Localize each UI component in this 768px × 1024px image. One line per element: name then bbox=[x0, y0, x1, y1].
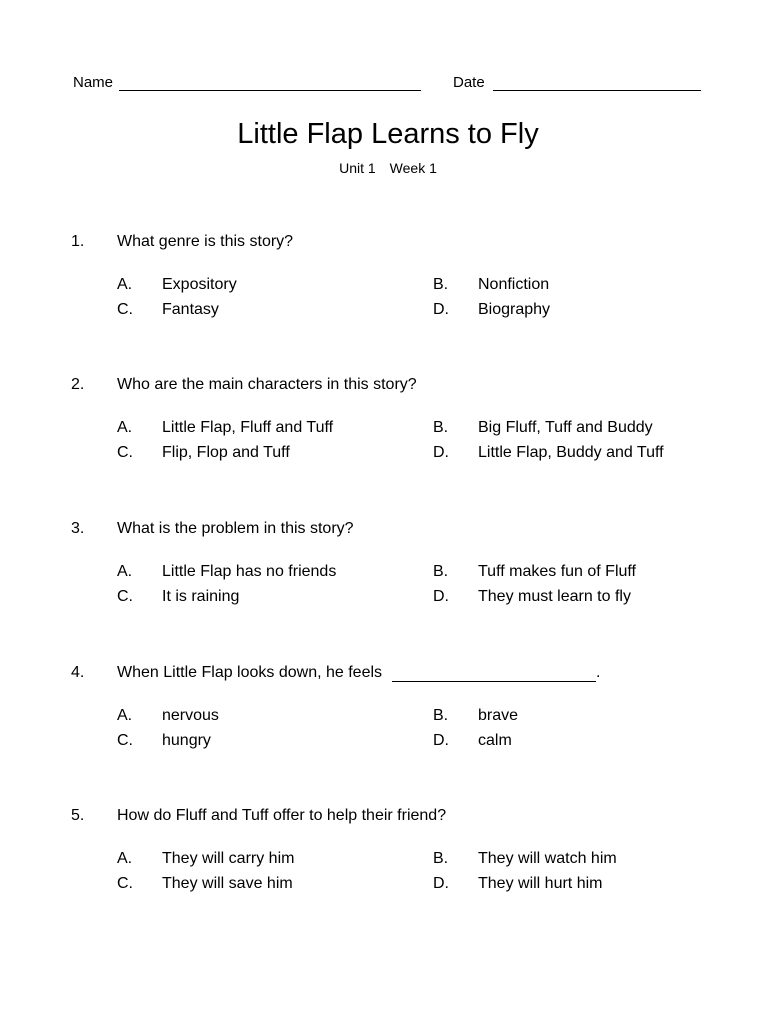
choice-text: Fantasy bbox=[162, 301, 219, 318]
choice-letter: D. bbox=[433, 875, 449, 892]
choice-letter: A. bbox=[117, 276, 133, 293]
choice-text: calm bbox=[478, 732, 512, 749]
choice-letter: D. bbox=[433, 444, 449, 461]
question-number: 2. bbox=[71, 376, 85, 393]
question-number: 5. bbox=[71, 807, 85, 824]
question-text: How do Fluff and Tuff offer to help their friend? bbox=[117, 807, 447, 824]
choice-letter: D. bbox=[433, 732, 449, 749]
choice-letter: C. bbox=[117, 444, 133, 461]
question-4 bbox=[0, 664, 768, 774]
choice-letter: B. bbox=[433, 707, 449, 724]
choice-letter: C. bbox=[117, 732, 133, 749]
choice-letter: B. bbox=[433, 850, 449, 867]
question-text: What genre is this story? bbox=[117, 233, 294, 250]
choice-text: Little Flap, Buddy and Tuff bbox=[478, 444, 664, 461]
unit-week-subtitle bbox=[0, 160, 768, 176]
question-2 bbox=[0, 376, 768, 486]
choice-letter: B. bbox=[433, 563, 449, 580]
choice-text: nervous bbox=[162, 707, 219, 724]
week-label: Week 1 bbox=[389, 160, 437, 176]
question-number: 3. bbox=[71, 520, 85, 537]
question-3 bbox=[0, 520, 768, 630]
question-1 bbox=[0, 233, 768, 343]
choice-text: They will watch him bbox=[478, 850, 617, 867]
choice-letter: A. bbox=[117, 850, 133, 867]
choice-letter: B. bbox=[433, 419, 449, 436]
choice-text: They must learn to fly bbox=[478, 588, 631, 605]
choice-text: Little Flap, Fluff and Tuff bbox=[162, 419, 334, 436]
date-label: Date bbox=[453, 74, 485, 91]
choice-text: brave bbox=[478, 707, 519, 724]
question-number: 1. bbox=[71, 233, 85, 250]
name-field bbox=[73, 74, 421, 91]
choice-letter: D. bbox=[433, 301, 449, 318]
unit-label: Unit 1 bbox=[339, 160, 376, 176]
choice-letter: A. bbox=[117, 563, 133, 580]
answer-blank-line[interactable] bbox=[392, 665, 596, 682]
choice-text: It is raining bbox=[162, 588, 240, 605]
choice-text: Expository bbox=[162, 276, 237, 293]
choice-text: They will hurt him bbox=[478, 875, 603, 892]
choice-letter: C. bbox=[117, 588, 133, 605]
name-blank-line[interactable] bbox=[119, 74, 421, 91]
date-blank-line[interactable] bbox=[493, 74, 701, 91]
choice-letter: C. bbox=[117, 301, 133, 318]
choice-text: Flip, Flop and Tuff bbox=[162, 444, 290, 461]
choice-letter: D. bbox=[433, 588, 449, 605]
page-title: Little Flap Learns to Fly bbox=[237, 118, 539, 150]
question-5 bbox=[0, 807, 768, 917]
date-field bbox=[453, 74, 701, 91]
choice-text: They will carry him bbox=[162, 850, 295, 867]
choice-text: Big Fluff, Tuff and Buddy bbox=[478, 419, 653, 436]
question-text-wrapper bbox=[117, 664, 600, 682]
choice-letter: B. bbox=[433, 276, 449, 293]
question-text: Who are the main characters in this story? bbox=[117, 376, 417, 393]
question-text: When Little Flap looks down, he feels bbox=[117, 664, 383, 681]
choice-text: Biography bbox=[478, 301, 551, 318]
choice-letter: C. bbox=[117, 875, 133, 892]
question-text: What is the problem in this story? bbox=[117, 520, 354, 537]
name-label: Name bbox=[73, 74, 114, 91]
choice-letter: A. bbox=[117, 707, 133, 724]
choice-text: Little Flap has no friends bbox=[162, 563, 337, 580]
choice-text: Nonfiction bbox=[478, 276, 550, 293]
question-text-suffix: . bbox=[596, 664, 601, 681]
question-number: 4. bbox=[71, 664, 85, 681]
choice-text: They will save him bbox=[162, 875, 293, 892]
choice-text: hungry bbox=[162, 732, 211, 749]
choice-letter: A. bbox=[117, 419, 133, 436]
choice-text: Tuff makes fun of Fluff bbox=[478, 563, 636, 580]
